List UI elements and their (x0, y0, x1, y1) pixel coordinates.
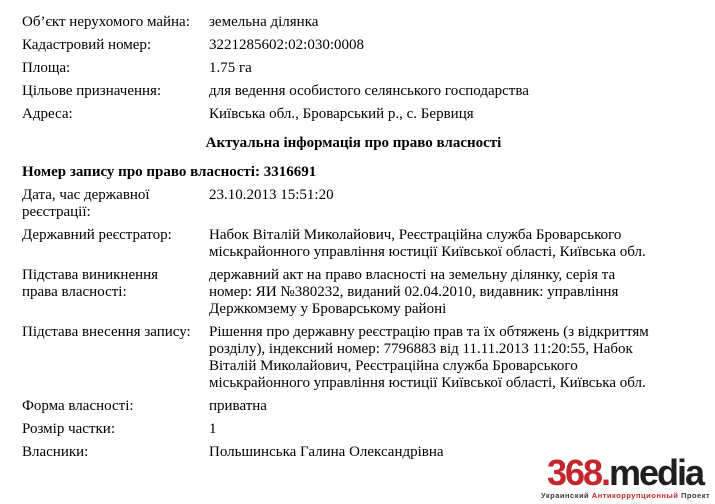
field-value: Набок Віталій Миколайович, Реєстраційна служба Броварського міськрайонного управління юстиції Київської області, Київська обл. (209, 227, 646, 260)
field-label: Власники: (22, 444, 89, 460)
field-label: Дата, час державної реєстрації: (22, 187, 150, 220)
subtitle-word-antikorrupcionnyj: Антикоррупционный (591, 491, 679, 500)
368media-logo-text (541, 452, 709, 493)
field-label: Адреса: (22, 106, 73, 122)
field-row-address (22, 106, 685, 123)
field-label: Цільове призначення: (22, 83, 162, 99)
field-row-designated-purpose (22, 83, 685, 100)
field-row-area (22, 60, 685, 77)
field-row-cadastral-number (22, 37, 685, 54)
field-row-state-registrar (22, 227, 685, 261)
logo-media-text: media (609, 452, 704, 493)
field-row-share-size (22, 421, 685, 438)
field-row-ownership-form (22, 398, 685, 415)
watermark-subtitle (541, 491, 709, 500)
field-row-ownership-origin-basis (22, 267, 685, 318)
subtitle-word-ukrainskiy: Украинский (541, 491, 590, 500)
logo-368-text: 368. (546, 452, 610, 493)
field-value: 23.10.2013 15:51:20 (209, 187, 334, 203)
field-label: Об’єкт нерухомого майна: (22, 14, 190, 30)
field-value: Польшинська Галина Олександрівна (209, 444, 444, 460)
field-value: 1.75 га (209, 60, 252, 76)
field-value: Київська обл., Броварський р., с. Бервиця (209, 106, 474, 122)
field-label: Кадастровий номер: (22, 37, 152, 53)
field-label: Державний реєстратор: (22, 227, 172, 243)
field-label: Площа: (22, 60, 71, 76)
field-label: Підстава внесення запису: (22, 324, 191, 340)
record-number-line: Номер запису про право власності: 3316691 (22, 164, 317, 180)
field-label: Розмір частки: (22, 421, 115, 437)
field-value: земельна ділянка (209, 14, 319, 30)
field-value: державний акт на право власності на земельну ділянку, серія та номер: ЯИ №380232, виданий 02.04.2010, видавник: управління Держкомзему у Броварському районі (209, 267, 619, 317)
field-value: Рішення про державну реєстрацію прав та їх обтяжень (з відкриттям розділу), індексний номер: 7796883 від 11.11.2013 11:20:55, Набок Віталій Миколайович, Реєстраційна служба Броварського міськрайонного управління юстиції Київської області, Київська обл. (209, 324, 649, 391)
field-label: Форма власності: (22, 398, 134, 414)
field-row-property-object (22, 14, 685, 31)
field-value: приватна (209, 398, 267, 414)
field-label: Підстава виникнення права власності: (22, 267, 159, 300)
field-value: 1 (209, 421, 217, 437)
section-heading: Актуальна інформація про право власності (205, 135, 502, 151)
field-row-record-entry-basis (22, 324, 685, 392)
field-value: 3221285602:02:030:0008 (209, 37, 365, 53)
368media-watermark-logo (541, 452, 711, 500)
field-value: для ведення особистого селянського господарства (209, 83, 529, 99)
field-row-registration-datetime (22, 187, 685, 221)
subtitle-word-proekt: Проект (680, 491, 711, 500)
